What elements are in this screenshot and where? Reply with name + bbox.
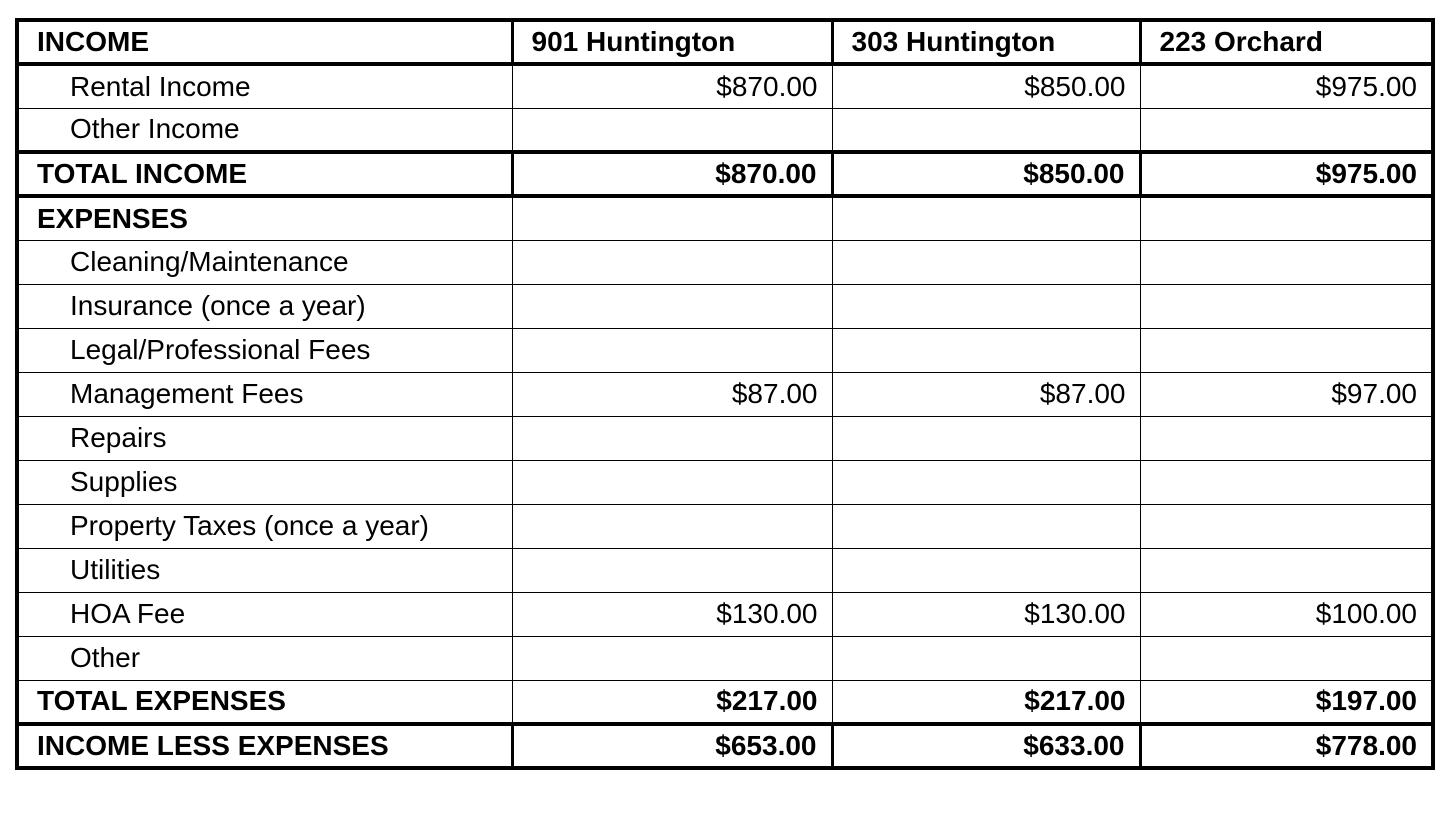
cell-303-huntington — [832, 328, 1140, 372]
cell-223-orchard: $100.00 — [1140, 592, 1433, 636]
row-label: Repairs — [17, 416, 512, 460]
row-label: TOTAL EXPENSES — [17, 680, 512, 724]
cell-901-huntington: $217.00 — [512, 680, 832, 724]
row-label: INCOME LESS EXPENSES — [17, 724, 512, 768]
table-row-utilities — [17, 548, 1433, 592]
cell-303-huntington — [832, 240, 1140, 284]
table-row-other — [17, 636, 1433, 680]
row-label: Supplies — [17, 460, 512, 504]
table-row-other-income — [17, 108, 1433, 152]
cell-901-huntington: $653.00 — [512, 724, 832, 768]
row-label: Utilities — [17, 548, 512, 592]
column-header-303-huntington: 303 Huntington — [832, 20, 1140, 64]
cell-901-huntington — [512, 108, 832, 152]
cell-303-huntington — [832, 416, 1140, 460]
row-label: Other Income — [17, 108, 512, 152]
cell-901-huntington — [512, 328, 832, 372]
cell-303-huntington — [832, 108, 1140, 152]
cell-901-huntington: $870.00 — [512, 64, 832, 108]
cell-223-orchard — [1140, 108, 1433, 152]
cell-223-orchard: $778.00 — [1140, 724, 1433, 768]
header-row — [17, 20, 1433, 64]
table-row-total-income — [17, 152, 1433, 196]
cell-303-huntington: $850.00 — [832, 152, 1140, 196]
cell-303-huntington — [832, 636, 1140, 680]
cell-223-orchard — [1140, 284, 1433, 328]
rental-income-expense-table — [15, 18, 1435, 770]
cell-223-orchard: $975.00 — [1140, 152, 1433, 196]
cell-901-huntington — [512, 196, 832, 240]
row-label: Property Taxes (once a year) — [17, 504, 512, 548]
cell-303-huntington — [832, 460, 1140, 504]
table-row-cleaning — [17, 240, 1433, 284]
cell-901-huntington: $870.00 — [512, 152, 832, 196]
cell-901-huntington: $87.00 — [512, 372, 832, 416]
expenses-section-header: EXPENSES — [17, 196, 512, 240]
table-row-legal — [17, 328, 1433, 372]
cell-303-huntington — [832, 196, 1140, 240]
table-row-supplies — [17, 460, 1433, 504]
table-row-rental-income — [17, 64, 1433, 108]
row-label: TOTAL INCOME — [17, 152, 512, 196]
row-label: Cleaning/Maintenance — [17, 240, 512, 284]
cell-223-orchard — [1140, 636, 1433, 680]
cell-901-huntington — [512, 504, 832, 548]
cell-901-huntington — [512, 284, 832, 328]
table-row-income-less-expenses — [17, 724, 1433, 768]
cell-303-huntington — [832, 504, 1140, 548]
cell-223-orchard — [1140, 460, 1433, 504]
cell-303-huntington: $850.00 — [832, 64, 1140, 108]
table-row-property-taxes — [17, 504, 1433, 548]
cell-303-huntington — [832, 548, 1140, 592]
column-header-223-orchard: 223 Orchard — [1140, 20, 1433, 64]
row-label: Other — [17, 636, 512, 680]
table-row-expenses-header — [17, 196, 1433, 240]
column-header-901-huntington: 901 Huntington — [512, 20, 832, 64]
row-label: Rental Income — [17, 64, 512, 108]
cell-901-huntington — [512, 240, 832, 284]
cell-303-huntington: $130.00 — [832, 592, 1140, 636]
table-row-management-fees — [17, 372, 1433, 416]
table-row-insurance — [17, 284, 1433, 328]
row-label: Insurance (once a year) — [17, 284, 512, 328]
row-label: HOA Fee — [17, 592, 512, 636]
cell-223-orchard: $97.00 — [1140, 372, 1433, 416]
cell-303-huntington: $87.00 — [832, 372, 1140, 416]
cell-223-orchard — [1140, 416, 1433, 460]
cell-223-orchard: $975.00 — [1140, 64, 1433, 108]
cell-303-huntington: $217.00 — [832, 680, 1140, 724]
cell-223-orchard — [1140, 504, 1433, 548]
cell-303-huntington: $633.00 — [832, 724, 1140, 768]
cell-223-orchard: $197.00 — [1140, 680, 1433, 724]
cell-303-huntington — [832, 284, 1140, 328]
row-label: Management Fees — [17, 372, 512, 416]
cell-901-huntington — [512, 548, 832, 592]
cell-223-orchard — [1140, 548, 1433, 592]
cell-901-huntington — [512, 636, 832, 680]
table-row-repairs — [17, 416, 1433, 460]
cell-223-orchard — [1140, 328, 1433, 372]
cell-901-huntington: $130.00 — [512, 592, 832, 636]
table-row-hoa-fee — [17, 592, 1433, 636]
cell-901-huntington — [512, 416, 832, 460]
cell-223-orchard — [1140, 196, 1433, 240]
row-label: Legal/Professional Fees — [17, 328, 512, 372]
cell-223-orchard — [1140, 240, 1433, 284]
table-row-total-expenses — [17, 680, 1433, 724]
income-section-header: INCOME — [17, 20, 512, 64]
cell-901-huntington — [512, 460, 832, 504]
